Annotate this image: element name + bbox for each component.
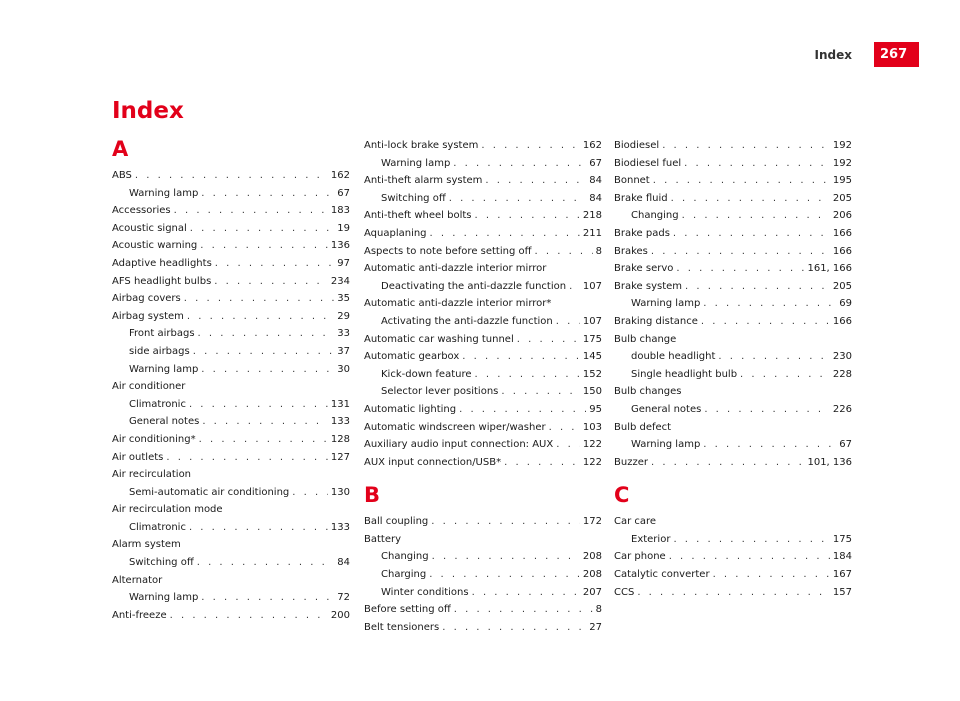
entry-page-number: 167	[832, 569, 852, 581]
dot-leader	[135, 167, 328, 185]
entry-term: Ball coupling	[364, 516, 429, 528]
entry-page-number: 184	[832, 551, 852, 563]
dot-leader	[475, 366, 580, 384]
index-subentry	[614, 366, 852, 384]
entry-page-number: 166	[832, 227, 852, 239]
entry-term: Biodiesel fuel	[614, 157, 682, 169]
entry-term: Auxiliary audio input connection: AUX	[364, 439, 554, 451]
index-subentry	[112, 484, 350, 502]
index-entry	[614, 278, 852, 296]
entry-page-number: 35	[337, 293, 350, 305]
index-entry	[364, 436, 602, 454]
entry-term: Bonnet	[614, 175, 650, 187]
index-entry	[364, 619, 602, 637]
dot-leader	[190, 220, 334, 238]
entry-term: Acoustic signal	[112, 222, 187, 234]
index-entry	[364, 419, 602, 437]
entry-page-number: 122	[582, 439, 602, 451]
dot-leader	[202, 413, 328, 431]
entry-term: Single headlight bulb	[631, 368, 738, 380]
dot-leader	[472, 584, 580, 602]
dot-leader	[504, 454, 580, 472]
index-column-1	[112, 137, 350, 624]
dot-leader	[740, 366, 830, 384]
dot-leader	[718, 348, 830, 366]
dot-leader	[166, 449, 328, 467]
entry-page-number: 175	[582, 333, 602, 345]
entry-page-number: 131	[330, 398, 350, 410]
entry-page-number: 95	[589, 403, 602, 415]
dot-leader	[685, 278, 830, 296]
entry-term: Brake system	[614, 280, 683, 292]
index-entry	[364, 137, 602, 155]
dot-leader	[201, 361, 334, 379]
entry-term: Climatronic	[129, 398, 186, 410]
entry-term: Belt tensioners	[364, 621, 440, 633]
entry-page-number: 84	[337, 557, 350, 569]
dot-leader	[673, 225, 830, 243]
entry-term: Braking distance	[614, 315, 698, 327]
index-subentry	[112, 325, 350, 343]
dot-leader	[459, 401, 586, 419]
entry-page-number: 127	[330, 451, 350, 463]
entry-term: Aspects to note before setting off	[364, 245, 532, 257]
entry-term: Acoustic warning	[112, 240, 198, 252]
entry-term: Accessories	[112, 205, 171, 217]
dot-leader	[198, 325, 335, 343]
entry-term: Automatic car washing tunnel	[364, 333, 514, 345]
dot-leader	[517, 331, 580, 349]
entry-term: Anti-theft wheel bolts	[364, 210, 472, 222]
entry-term: Air conditioning*	[112, 433, 196, 445]
index-subentry	[364, 366, 602, 384]
index-subentry	[112, 589, 350, 607]
entry-page-number: 67	[839, 439, 852, 451]
entry-page-number: 97	[337, 257, 350, 269]
dot-leader	[669, 548, 830, 566]
entry-term: Changing	[381, 551, 429, 563]
index-entry	[614, 137, 852, 155]
entry-term: Warning lamp	[381, 157, 451, 169]
entry-term: Anti-freeze	[112, 609, 167, 621]
section-letter: A	[112, 137, 129, 161]
entry-page-number: 228	[832, 368, 852, 380]
page-number-badge: 267	[874, 42, 919, 67]
entry-term: Car care	[614, 516, 657, 528]
entry-term: Switching off	[129, 557, 194, 569]
dot-leader	[432, 548, 580, 566]
dot-leader	[556, 436, 580, 454]
dot-leader	[189, 519, 328, 537]
dot-leader	[174, 202, 328, 220]
entry-page-number: 30	[337, 363, 350, 375]
index-entry	[112, 167, 350, 185]
dot-leader	[637, 584, 830, 602]
entry-page-number: 172	[582, 516, 602, 528]
dot-leader	[704, 401, 830, 419]
entry-page-number: 8	[595, 245, 602, 257]
entry-term: Switching off	[381, 192, 446, 204]
dot-leader	[193, 343, 335, 361]
entry-term: Semi-automatic air conditioning	[129, 486, 290, 498]
index-column-2	[364, 137, 602, 636]
entry-term: Automatic gearbox	[364, 351, 460, 363]
dot-leader	[187, 308, 334, 326]
entry-page-number: 208	[582, 569, 602, 581]
dot-leader	[653, 172, 830, 190]
index-entry	[614, 548, 852, 566]
index-entry	[364, 295, 602, 313]
entry-term: Automatic lighting	[364, 403, 457, 415]
entry-term: Buzzer	[614, 456, 648, 468]
entry-term: Front airbags	[129, 328, 195, 340]
index-entry	[112, 572, 350, 590]
index-entry	[112, 449, 350, 467]
index-entry	[614, 260, 852, 278]
index-entry	[614, 225, 852, 243]
entry-term: side airbags	[129, 345, 190, 357]
entry-term: Catalytic converter	[614, 569, 710, 581]
dot-leader	[215, 255, 334, 273]
index-entry	[614, 243, 852, 261]
index-entry	[364, 401, 602, 419]
dot-leader	[703, 295, 836, 313]
dot-leader	[535, 243, 593, 261]
entry-page-number: 192	[832, 140, 852, 151]
entry-page-number: 150	[582, 386, 602, 398]
dot-leader	[475, 207, 580, 225]
index-entry	[614, 383, 852, 401]
index-entry	[112, 273, 350, 291]
entry-term: Activating the anti-dazzle function	[381, 315, 553, 327]
entry-page-number: 19	[337, 222, 350, 234]
entry-page-number: 200	[330, 609, 350, 621]
entry-term: Selector lever positions	[381, 386, 499, 398]
index-entry	[614, 313, 852, 331]
entry-page-number: 234	[330, 275, 350, 287]
index-entry	[112, 220, 350, 238]
index-entry	[364, 225, 602, 243]
dot-leader	[454, 601, 593, 619]
entry-page-number: 130	[330, 486, 350, 498]
entry-term: CCS	[614, 586, 635, 598]
entry-term: Brake fluid	[614, 192, 668, 204]
running-header-title: Index	[814, 48, 852, 62]
entry-term: Brakes	[614, 245, 648, 257]
index-subentry	[112, 185, 350, 203]
entry-term: Exterior	[631, 533, 671, 545]
entry-page-number: 145	[582, 351, 602, 363]
dot-leader	[449, 190, 587, 208]
index-entry	[614, 155, 852, 173]
index-entry	[614, 584, 852, 602]
dot-leader	[197, 554, 335, 572]
index-entry	[112, 202, 350, 220]
entry-term: Brake pads	[614, 227, 670, 239]
index-entry	[614, 419, 852, 437]
index-subentry	[614, 531, 852, 549]
entry-term: ABS	[112, 170, 132, 181]
dot-leader	[569, 278, 580, 296]
index-entry	[112, 536, 350, 554]
entry-term: Winter conditions	[381, 586, 469, 598]
entry-page-number: 136	[330, 240, 350, 252]
entry-page-number: 157	[832, 586, 852, 598]
index-entry	[112, 607, 350, 625]
dot-leader	[201, 185, 334, 203]
entry-term: Warning lamp	[631, 439, 701, 451]
dot-leader	[701, 313, 830, 331]
entry-page-number: 128	[330, 433, 350, 445]
index-entry	[364, 207, 602, 225]
entry-term: AUX input connection/USB*	[364, 456, 502, 468]
entry-term: Anti-theft alarm system	[364, 175, 483, 187]
entry-term: Warning lamp	[129, 592, 199, 604]
entry-term: Warning lamp	[129, 363, 199, 375]
entry-term: Warning lamp	[129, 187, 199, 199]
dot-leader	[189, 396, 328, 414]
entry-term: Automatic anti-dazzle interior mirror*	[364, 298, 552, 310]
dot-leader	[481, 137, 580, 155]
dot-leader	[556, 313, 580, 331]
index-subentry	[364, 155, 602, 173]
index-entry	[112, 466, 350, 484]
entry-term: Alarm system	[112, 539, 181, 551]
index-entry	[364, 260, 602, 278]
index-entry	[614, 190, 852, 208]
index-subentry	[614, 401, 852, 419]
entry-term: General notes	[129, 416, 200, 428]
entry-page-number: 152	[582, 368, 602, 380]
dot-leader	[549, 419, 580, 437]
index-entry	[364, 513, 602, 531]
entry-term: Airbag system	[112, 310, 184, 322]
entry-page-number: 67	[337, 187, 350, 199]
entry-page-number: 183	[330, 205, 350, 217]
index-subentry	[112, 413, 350, 431]
dot-leader	[713, 566, 830, 584]
entry-page-number: 162	[582, 140, 602, 151]
entry-page-number: 67	[589, 157, 602, 169]
entry-page-number: 205	[832, 280, 852, 292]
entry-page-number: 8	[595, 604, 602, 616]
entry-term: Warning lamp	[631, 298, 701, 310]
dot-leader	[651, 454, 805, 472]
entry-term: Car phone	[614, 551, 666, 563]
index-subentry	[364, 566, 602, 584]
entry-term: Automatic windscreen wiper/washer	[364, 421, 546, 433]
entry-term: Air recirculation mode	[112, 504, 223, 516]
dot-leader	[431, 513, 580, 531]
index-subentry	[112, 519, 350, 537]
entry-term: Automatic anti-dazzle interior mirror	[364, 263, 547, 275]
index-subentry	[614, 295, 852, 313]
entry-page-number: 84	[589, 175, 602, 187]
entry-page-number: 218	[582, 210, 602, 222]
page-title: Index	[112, 98, 184, 124]
entry-page-number: 27	[589, 621, 602, 633]
entry-page-number: 230	[832, 351, 852, 363]
dot-leader	[292, 484, 328, 502]
dot-leader	[462, 348, 580, 366]
entry-term: double headlight	[631, 351, 716, 363]
index-entry	[112, 308, 350, 326]
index-entry	[112, 237, 350, 255]
entry-term: Airbag covers	[112, 293, 181, 305]
index-subentry	[364, 278, 602, 296]
section-letter: C	[614, 483, 630, 508]
entry-term: Brake servo	[614, 263, 674, 275]
entry-page-number: 37	[337, 345, 350, 357]
index-entry	[112, 290, 350, 308]
index-entry	[364, 348, 602, 366]
entry-page-number: 72	[337, 592, 350, 604]
entry-page-number: 226	[832, 403, 852, 415]
entry-page-number: 161, 166	[807, 263, 852, 275]
dot-leader	[430, 225, 580, 243]
entry-page-number: 133	[330, 416, 350, 428]
entry-term: Anti-lock brake system	[364, 140, 479, 151]
index-entry	[364, 454, 602, 472]
entry-page-number: 166	[832, 315, 852, 327]
entry-term: Bulb changes	[614, 386, 682, 398]
entry-term: Kick-down feature	[381, 368, 472, 380]
entry-term: Battery	[364, 533, 402, 545]
index-entry	[112, 431, 350, 449]
entry-page-number: 103	[582, 421, 602, 433]
entry-term: General notes	[631, 403, 702, 415]
index-subentry	[364, 383, 602, 401]
entry-page-number: 84	[589, 192, 602, 204]
entry-page-number: 101, 136	[807, 456, 852, 468]
index-entry	[112, 255, 350, 273]
entry-term: Bulb change	[614, 333, 677, 345]
index-subentry	[364, 548, 602, 566]
dot-leader	[501, 383, 580, 401]
entry-term: Biodiesel	[614, 140, 660, 151]
entry-page-number: 29	[337, 310, 350, 322]
index-column-3	[614, 137, 852, 601]
dot-leader	[671, 190, 830, 208]
entry-page-number: 69	[839, 298, 852, 310]
entry-term: Air recirculation	[112, 469, 192, 481]
entry-page-number: 166	[832, 245, 852, 257]
index-subentry	[614, 207, 852, 225]
index-subentry	[364, 584, 602, 602]
index-entry	[112, 378, 350, 396]
index-entry	[364, 601, 602, 619]
index-entry	[112, 501, 350, 519]
index-subentry	[112, 396, 350, 414]
entry-page-number: 107	[582, 315, 602, 327]
index-subentry	[112, 343, 350, 361]
index-entry	[364, 531, 602, 549]
index-subentry	[112, 554, 350, 572]
entry-page-number: 162	[330, 170, 350, 181]
entry-term: Charging	[381, 569, 427, 581]
dot-leader	[676, 260, 804, 278]
dot-leader	[199, 431, 328, 449]
entry-term: Alternator	[112, 574, 163, 586]
index-entry	[364, 172, 602, 190]
entry-term: Air outlets	[112, 451, 164, 463]
entry-page-number: 107	[582, 280, 602, 292]
dot-leader	[662, 137, 830, 155]
index-subentry	[614, 348, 852, 366]
entry-page-number: 195	[832, 175, 852, 187]
index-entry	[614, 566, 852, 584]
dot-leader	[651, 243, 830, 261]
index-entry	[614, 454, 852, 472]
entry-term: Aquaplaning	[364, 227, 427, 239]
entry-term: Climatronic	[129, 521, 186, 533]
index-entry	[614, 172, 852, 190]
entry-term: Adaptive headlights	[112, 257, 212, 269]
dot-leader	[200, 237, 328, 255]
index-subentry	[364, 313, 602, 331]
entry-page-number: 33	[337, 328, 350, 340]
index-subentry	[614, 436, 852, 454]
dot-leader	[442, 619, 586, 637]
dot-leader	[429, 566, 580, 584]
entry-term: Before setting off	[364, 604, 451, 616]
entry-term: Bulb defect	[614, 421, 672, 433]
index-entry	[364, 243, 602, 261]
dot-leader	[485, 172, 586, 190]
entry-page-number: 122	[582, 456, 602, 468]
dot-leader	[682, 207, 830, 225]
index-entry	[614, 331, 852, 349]
entry-page-number: 175	[832, 533, 852, 545]
entry-term: Air conditioner	[112, 381, 186, 393]
index-entry	[614, 513, 852, 531]
entry-page-number: 207	[582, 586, 602, 598]
entry-page-number: 211	[582, 227, 602, 239]
entry-page-number: 206	[832, 210, 852, 222]
entry-page-number: 205	[832, 192, 852, 204]
entry-term: Deactivating the anti-dazzle function	[381, 280, 567, 292]
dot-leader	[201, 589, 334, 607]
dot-leader	[184, 290, 335, 308]
dot-leader	[684, 155, 830, 173]
dot-leader	[453, 155, 586, 173]
entry-term: AFS headlight bulbs	[112, 275, 212, 287]
entry-page-number: 133	[330, 521, 350, 533]
index-subentry	[364, 190, 602, 208]
dot-leader	[170, 607, 328, 625]
entry-page-number: 208	[582, 551, 602, 563]
index-entry	[364, 331, 602, 349]
entry-page-number: 192	[832, 157, 852, 169]
dot-leader	[214, 273, 328, 291]
dot-leader	[703, 436, 836, 454]
section-letter: B	[364, 483, 381, 508]
entry-term: Changing	[631, 210, 679, 222]
dot-leader	[673, 531, 829, 549]
index-subentry	[112, 361, 350, 379]
